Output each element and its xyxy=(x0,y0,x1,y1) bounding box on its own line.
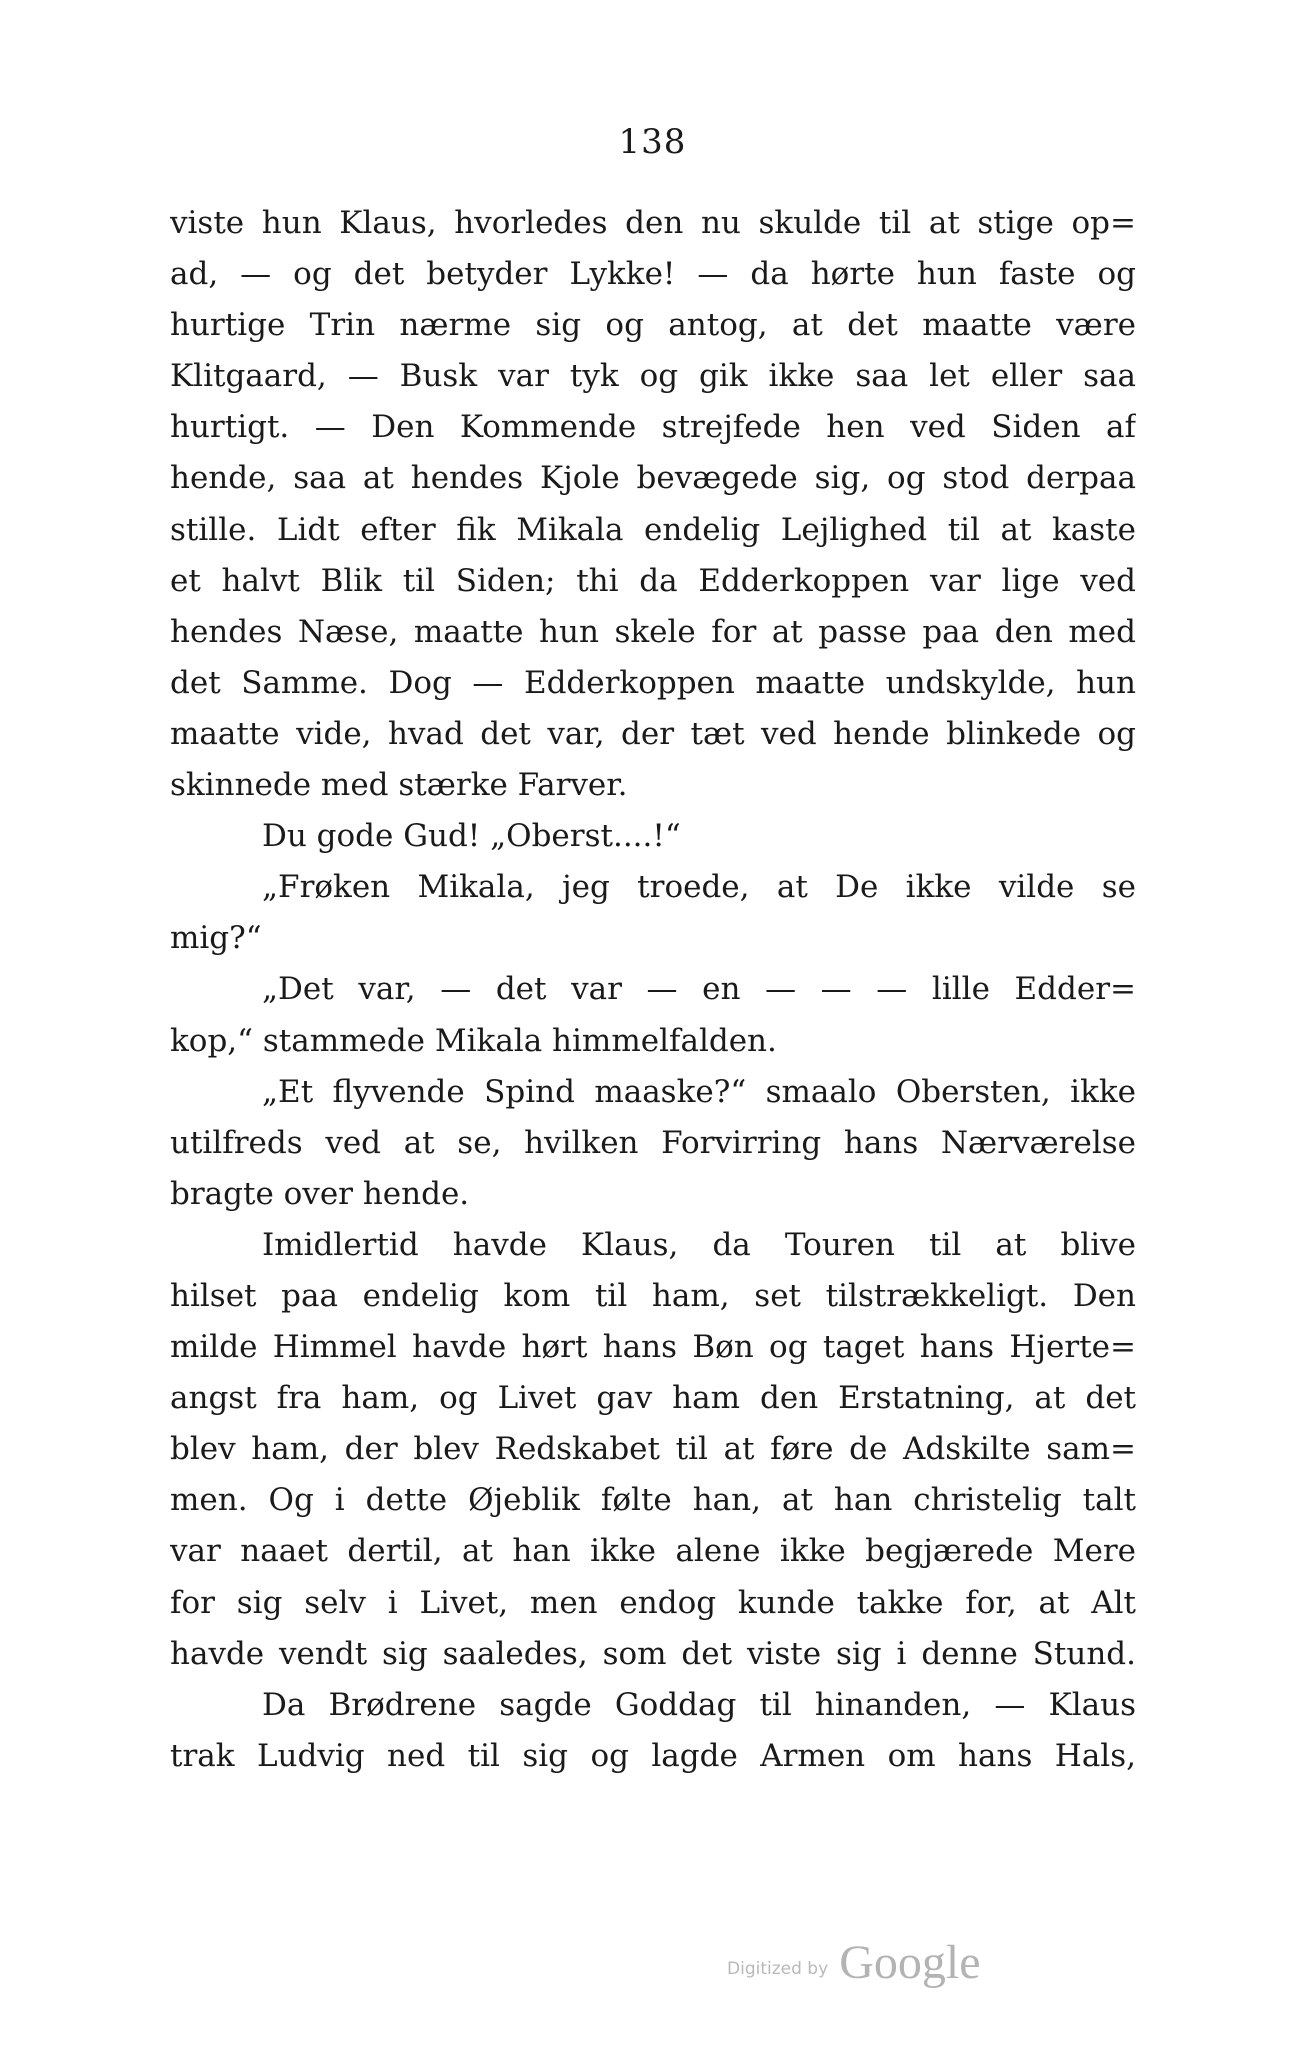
text-line: angst fra ham, og Livet gav ham den Erstatning, at det xyxy=(170,1380,1136,1417)
text-line: viste hun Klaus, hvorledes den nu skulde til at stige op= xyxy=(170,205,1136,241)
text-line: skinnede med stærke Farver. xyxy=(170,767,628,804)
text-line: trak Ludvig ned til sig og lagde Armen om hans Hals, xyxy=(170,1737,1136,1774)
text-line: „Et flyvende Spind maaske?“ smaalo Obersten, ikke xyxy=(262,1073,1136,1110)
text-line: maatte vide, hvad det var, der tæt ved hende blinkede og xyxy=(170,715,1136,752)
google-logo: Google xyxy=(839,1936,981,1989)
text-line: Imidlertid havde Klaus, da Touren til at blive xyxy=(262,1226,1136,1263)
text-line: Du gode Gud! „Oberst....!“ xyxy=(262,818,681,855)
text-line: utilfreds ved at se, hvilken Forvirring hans Nærværelse xyxy=(170,1124,1136,1161)
text-line: et halvt Blik til Siden; thi da Edderkoppen var lige ved xyxy=(170,562,1136,599)
text-line: stille. Lidt efter fik Mikala endelig Lejlighed til at kaste xyxy=(170,511,1136,548)
watermark-prefix: Digitized by xyxy=(727,1959,829,1979)
text-line: var naaet dertil, at han ikke alene ikke begjærede Mere xyxy=(170,1533,1136,1570)
text-line: havde vendt sig saaledes, som det viste sig i denne Stund. xyxy=(170,1635,1136,1672)
text-line: ad, — og det betyder Lykke! — da hørte hun faste og xyxy=(170,256,1136,293)
digitized-watermark xyxy=(727,1935,981,1990)
text-line: bragte over hende. xyxy=(170,1175,470,1212)
text-line: for sig selv i Livet, men endog kunde takke for, at Alt xyxy=(170,1584,1136,1621)
text-line: blev ham, der blev Redskabet til at føre de Adskilte sam= xyxy=(170,1431,1136,1468)
text-line: det Samme. Dog — Edderkoppen maatte undskylde, hun xyxy=(170,664,1136,701)
text-line: hurtige Trin nærme sig og antog, at det maatte være xyxy=(170,307,1136,344)
text-line: milde Himmel havde hørt hans Bøn og taget hans Hjerte= xyxy=(170,1329,1136,1366)
text-line: hende, saa at hendes Kjole bevægede sig, og stod derpaa xyxy=(170,460,1136,497)
text-line: hendes Næse, maatte hun skele for at passe paa den med xyxy=(170,613,1136,650)
text-line: men. Og i dette Øjeblik følte han, at han christelig talt xyxy=(170,1482,1136,1519)
text-line: kop,“ stammede Mikala himmelfalden. xyxy=(170,1022,777,1059)
text-line: Klitgaard, — Busk var tyk og gik ikke saa let eller saa xyxy=(170,358,1136,395)
text-line: hurtigt. — Den Kommende strejfede hen ved Siden af xyxy=(170,409,1136,446)
text-line: „Frøken Mikala, jeg troede, at De ikke vilde se xyxy=(262,869,1136,906)
text-line: hilset paa endelig kom til ham, set tilstrækkeligt. Den xyxy=(170,1277,1136,1314)
body-text xyxy=(170,198,1136,1782)
text-line: „Det var, — det var — en — — — lille Edder= xyxy=(262,971,1136,1008)
page-number: 138 xyxy=(618,122,687,162)
text-line: Da Brødrene sagde Goddag til hinanden, — Klaus xyxy=(262,1686,1136,1723)
text-line: mig?“ xyxy=(170,920,262,957)
